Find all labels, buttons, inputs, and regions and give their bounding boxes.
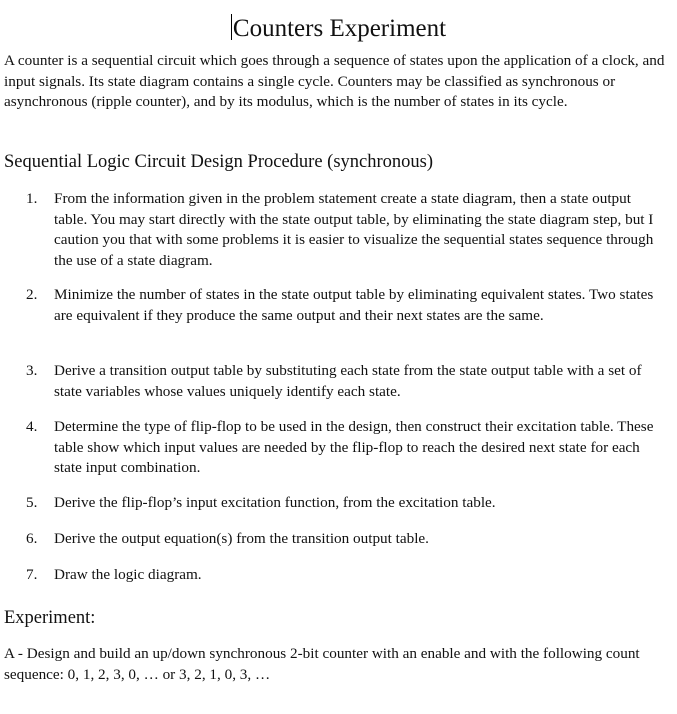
- step-number: 1.: [26, 190, 38, 207]
- procedure-heading: Sequential Logic Circuit Design Procedure (synchronous): [4, 152, 433, 172]
- step-text: Derive the flip-flop’s input excitation function, from the excitation table.: [54, 494, 496, 511]
- step-text: Derive the output equation(s) from the transition output table.: [54, 530, 429, 547]
- step-number: 5.: [26, 494, 38, 511]
- step-text: Draw the logic diagram.: [54, 566, 202, 583]
- step-text: From the information given in the problem statement create a state diagram, then a state output table. You may start directly with the state output table, by eliminating the state diagram step, but I caution you that with some problems it is easier to visualize the sequential states sequence through the use of a state diagram.: [54, 190, 654, 269]
- step-text: Derive a transition output table by substituting each state from the state output table with a set of state variables whose values uniquely identify each state.: [54, 362, 642, 400]
- step-text: Minimize the number of states in the state output table by eliminating equivalent states. Two states are equivalent if they produce the same output and their next states are the same.: [54, 286, 654, 324]
- intro-paragraph: A counter is a sequential circuit which goes through a sequence of states upon the application of a clock, and input signals. Its state diagram contains a single cycle. Counters may be classified as synchronous or asynchronous (ripple counter), and by its modulus, which is the number of states in its cycle.: [4, 52, 665, 110]
- step-number: 6.: [26, 530, 38, 547]
- document-title[interactable]: [0, 12, 677, 46]
- experiment-heading: Experiment:: [4, 608, 96, 628]
- step-number: 7.: [26, 566, 38, 583]
- document-title-text: Counters Experiment: [232, 15, 447, 42]
- step-number: 4.: [26, 418, 38, 435]
- step-number: 3.: [26, 362, 38, 379]
- experiment-paragraph: A - Design and build an up/down synchronous 2-bit counter with an enable and with the following count sequence: 0, 1, 2, 3, 0, … or 3, 2, 1, 0, 3, …: [4, 645, 640, 683]
- text-cursor: [231, 14, 232, 40]
- step-text: Determine the type of flip-flop to be used in the design, then construct their excitation table. These table show which input values are needed by the flip-flop to reach the desired next state for each state input combination.: [54, 418, 654, 476]
- step-number: 2.: [26, 286, 38, 303]
